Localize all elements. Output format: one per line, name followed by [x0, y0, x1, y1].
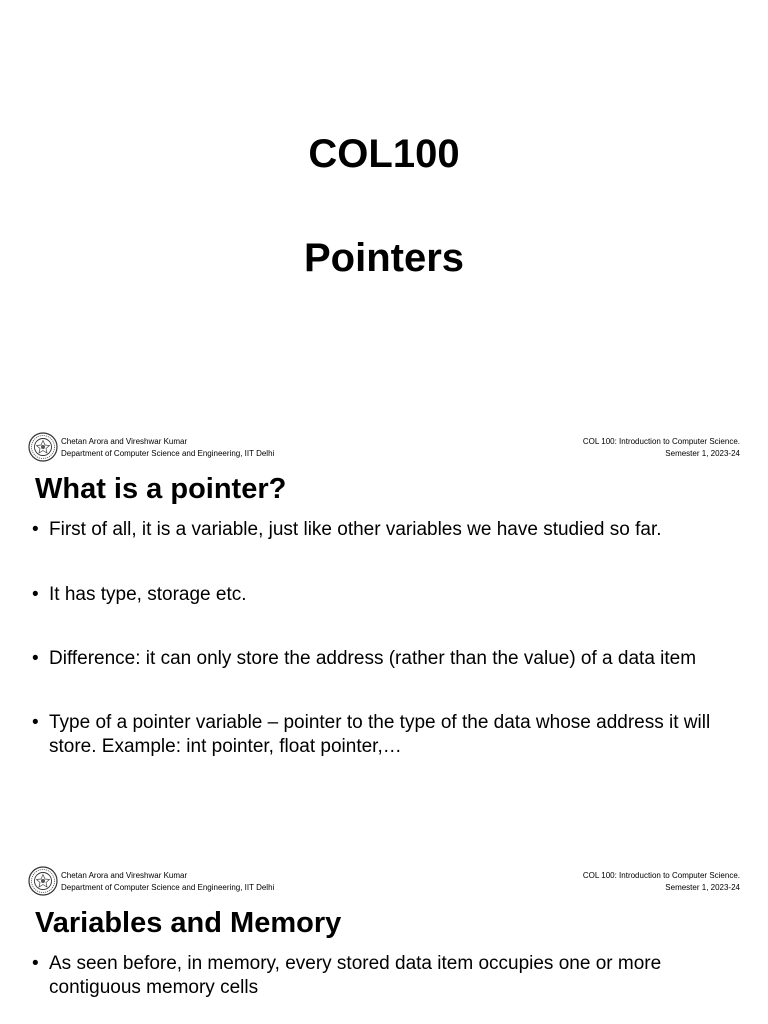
slide-what-is-a-pointer [0, 428, 768, 858]
authors-text: Chetan Arora and Vireshwar Kumar [61, 437, 188, 446]
course-info [583, 870, 740, 894]
course-text: COL 100: Introduction to Computer Science. [582, 437, 740, 446]
title-slide [0, 0, 768, 428]
author-info [61, 436, 274, 460]
iit-delhi-emblem-icon [28, 432, 58, 462]
semester-text: Semester 1, 2023-24 [665, 449, 740, 458]
slide-header [28, 866, 740, 900]
bullet-dot: • [32, 519, 39, 540]
authors-text: Chetan Arora and Vireshwar Kumar [61, 871, 188, 880]
bullet-item [32, 952, 744, 1000]
semester-text: Semester 1, 2023-24 [665, 883, 740, 892]
bullet-text: Type of a pointer variable – pointer to the type of the data whose address it will store. Example: int pointer, float pointer,… [49, 712, 711, 757]
bullet-item [32, 647, 744, 671]
slide-heading: Variables and Memory [35, 907, 342, 939]
bullet-dot: • [32, 712, 39, 733]
bullet-item [32, 711, 744, 759]
author-info [61, 870, 274, 894]
slide-heading: What is a pointer? [35, 473, 287, 505]
course-text: COL 100: Introduction to Computer Science. [582, 871, 740, 880]
slide-variables-and-memory [0, 862, 768, 1024]
bullet-dot: • [32, 584, 39, 605]
department-text: Department of Computer Science and Engineering, IIT Delhi [61, 449, 275, 458]
bullet-text: First of all, it is a variable, just like other variables we have studied so far. [49, 519, 662, 540]
bullet-text: As seen before, in memory, every stored data item occupies one or more contiguous memory cells [49, 953, 662, 998]
bullet-list [32, 952, 744, 1000]
department-text: Department of Computer Science and Engineering, IIT Delhi [61, 883, 275, 892]
lecture-title: Pointers [303, 236, 465, 280]
bullet-dot: • [32, 648, 39, 669]
bullet-text: Difference: it can only store the address (rather than the value) of a data item [49, 648, 697, 669]
slide-header [28, 432, 740, 466]
bullet-item [32, 583, 744, 607]
course-code: COL100 [308, 132, 460, 176]
bullet-text: It has type, storage etc. [49, 584, 247, 605]
bullet-dot: • [32, 953, 39, 974]
bullet-list [32, 518, 744, 759]
iit-delhi-emblem-icon [28, 866, 58, 896]
course-info [583, 436, 740, 460]
bullet-item [32, 518, 744, 542]
